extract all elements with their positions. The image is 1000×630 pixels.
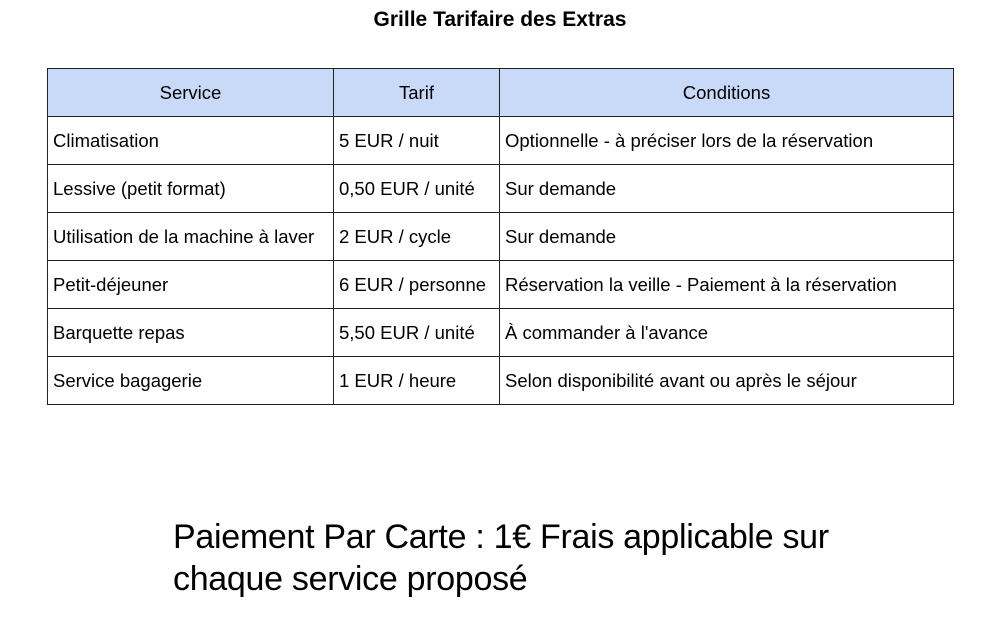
price-table: [47, 68, 954, 405]
tarif-cell: 6 EUR / personne: [334, 261, 500, 309]
tarif-cell: 2 EUR / cycle: [334, 213, 500, 261]
header-conditions: Conditions: [500, 69, 954, 117]
page-title: Grille Tarifaire des Extras: [373, 8, 627, 31]
service-cell: Climatisation: [48, 117, 334, 165]
conditions-cell: Sur demande: [500, 213, 954, 261]
table-row: [48, 309, 954, 357]
table-header-row: [48, 69, 954, 117]
conditions-cell: À commander à l'avance: [500, 309, 954, 357]
conditions-cell: Réservation la veille - Paiement à la réservation: [500, 261, 954, 309]
table-row: [48, 165, 954, 213]
conditions-cell: Optionnelle - à préciser lors de la réservation: [500, 117, 954, 165]
tarif-cell: 0,50 EUR / unité: [334, 165, 500, 213]
service-cell: Petit-déjeuner: [48, 261, 334, 309]
conditions-cell: Selon disponibilité avant ou après le séjour: [500, 357, 954, 405]
header-service: Service: [48, 69, 334, 117]
tarif-cell: 5 EUR / nuit: [334, 117, 500, 165]
table-row: [48, 117, 954, 165]
table-row: [48, 261, 954, 309]
conditions-cell: Sur demande: [500, 165, 954, 213]
header-tarif: Tarif: [334, 69, 500, 117]
service-cell: Utilisation de la machine à laver: [48, 213, 334, 261]
card-payment-note: Paiement Par Carte : 1€ Frais applicable sur chaque service proposé: [173, 518, 829, 598]
table-row: [48, 213, 954, 261]
service-cell: Lessive (petit format): [48, 165, 334, 213]
service-cell: Service bagagerie: [48, 357, 334, 405]
tarif-cell: 5,50 EUR / unité: [334, 309, 500, 357]
table-row: [48, 357, 954, 405]
tarif-cell: 1 EUR / heure: [334, 357, 500, 405]
service-cell: Barquette repas: [48, 309, 334, 357]
